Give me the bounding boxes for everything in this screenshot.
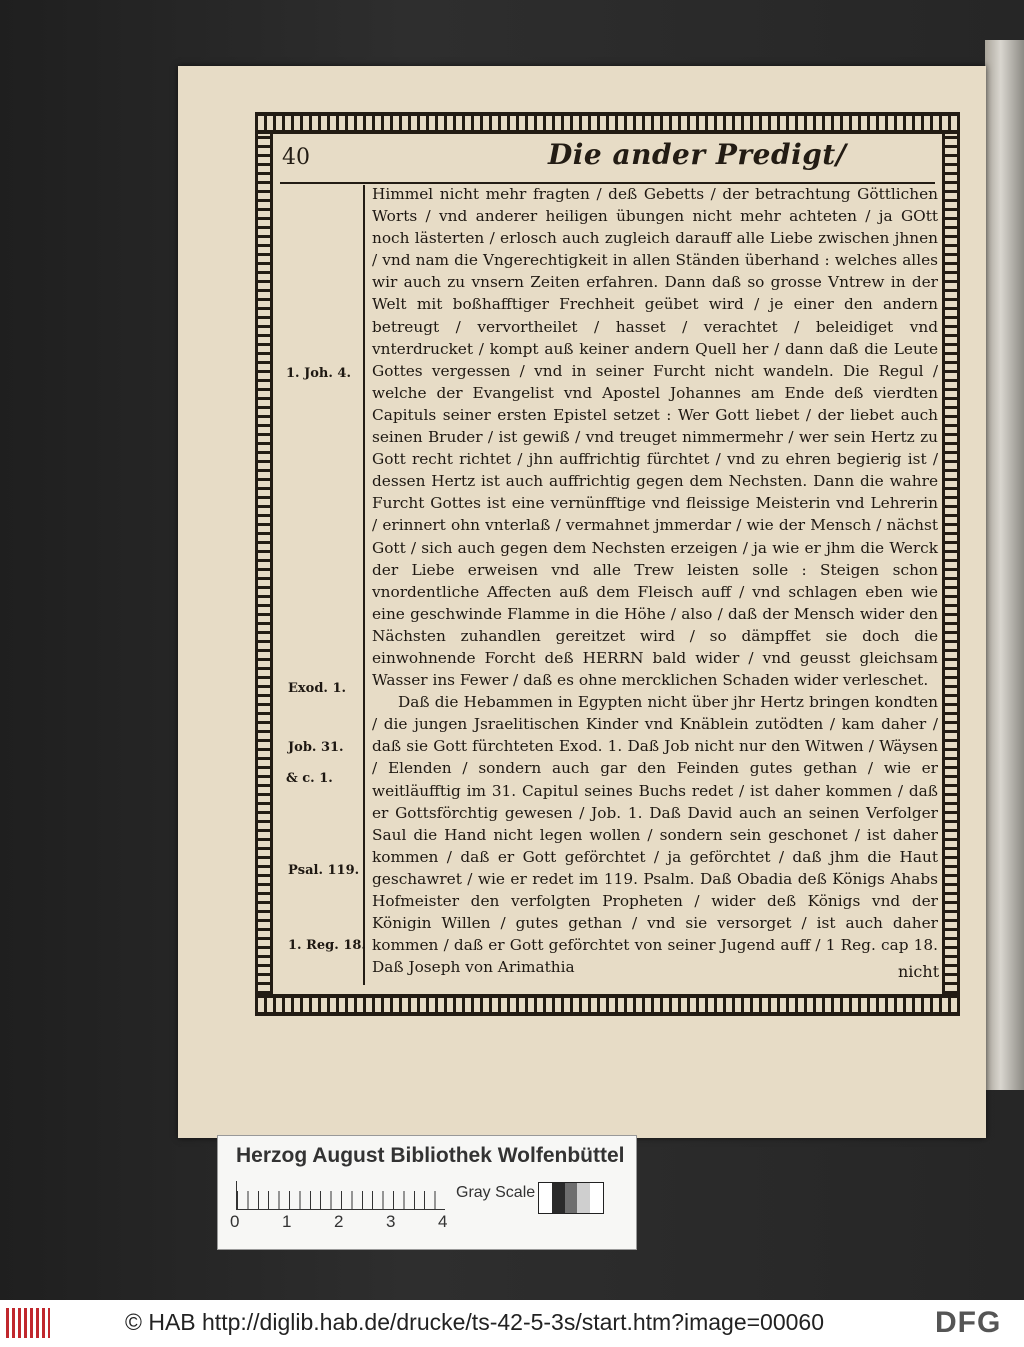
margin-note: 1. Reg. 18. xyxy=(288,938,366,953)
margin-note: 1. Joh. 4. xyxy=(286,366,351,381)
ruler-number: 4 xyxy=(438,1212,448,1231)
hab-logo-icon xyxy=(6,1308,50,1338)
ruler-number: 2 xyxy=(334,1212,344,1231)
ruler-number: 1 xyxy=(282,1212,292,1231)
body-text xyxy=(372,183,938,978)
paragraph: Himmel nicht mehr fragten / deß Gebetts / der betrachtung Göttlichen Worts / vnd anderer heiligen übungen nicht mehr achteten / ja GOtt noch lästerten / erlosch auch zugleich darauff alle Liebe zwischen jhnen / vnd nam die Vngerechtigkeit in allen Ständen überhand : welches alles wir auch zu vnsern Zeiten erfahren. Dann daß so grosse Vntrew in der Welt mit boßhafftiger Frechheit geübet wird / je einer den andern betreugt / vervortheilet / hasset / verachtet / beleidiget vnd vnterdrucket / kompt auß keiner andern Quell her / dann daß die Leute Gottes vergessen / vnd in seiner Furcht nicht wandeln. Die Regul / welche der Evangelist vnd Apostel Johannes am Ende deß vierdten Capituls seiner ersten Epistel setzet : Wer Gott liebet / der liebet auch seinen Bruder / ist gewiß / vnd treuget nimmermehr / wer sein Hertz zu Gott recht richtet / jhn auffrichtig fürchtet / vnd zu ehren begierig ist / dessen Hertz ist auch auffrichtig gegen dem Nechsten. Dann die wahre Furcht Gottes ist eine vernünfftige vnd fleissige Meisterin vnd Lehrerin / erinnert ohn vnterlaß / vermahnet jmmerdar / wie der Mensch / nächst Gott / sich auch gegen dem Nechsten erzeigen / ja wie er jhm die Werck der Liebe erweisen vnd alle Trew leisten solle : Steigen schon vnordentliche Affecten auß dem Fleisch auff / vnd schlagen eben wie eine geschwinde Flamme in die Höhe / also / daß der Mensch wider den Nächsten zuhandlen gereitzet wird / so dämpffet sie doch die einwohnende Forcht deß HERRN bald wider / vnd geusst gleichsam Wasser ins Fewer / daß es ohne mercklichen Schaden wider verleschet. xyxy=(372,185,938,690)
running-head: Die ander Predigt/ xyxy=(548,138,847,171)
gray-scale-swatches xyxy=(538,1182,604,1214)
adjacent-page-edge xyxy=(985,40,1024,1090)
source-link[interactable]: © HAB http://diglib.hab.de/drucke/ts-42-5-3s/start.htm?image=00060 xyxy=(125,1309,825,1335)
ornament-right-border xyxy=(942,134,960,994)
dfg-logo: DFG xyxy=(935,1306,1002,1339)
scale-ruler xyxy=(236,1181,445,1210)
footer-bar xyxy=(0,1300,1024,1347)
gray-swatch xyxy=(552,1183,565,1213)
page-number: 40 xyxy=(282,145,310,170)
gray-scale-label: Gray Scale xyxy=(456,1184,536,1201)
gray-swatch xyxy=(577,1183,590,1213)
gray-swatch xyxy=(539,1183,552,1213)
gray-swatch xyxy=(565,1183,578,1213)
library-label-card xyxy=(217,1135,637,1250)
paragraph: Daß die Hebammen in Egypten nicht über jhr Hertz bringen kondten / die jungen Jsraelitischen Kinder vnd Knäblein zutödten / kam daher / daß sie Gott fürchteten Exod. 1. Daß Job nicht nur den Witwen / Wäysen / Elenden / sondern auch gar den Feinden gutes gethan / wie er weitläufftig im 31. Capitul seines Buchs redet / ist daher kommen / daß er Gottsförchtig gewesen / Job. 1. Daß David auch an seinen Verfolger Saul die Hand nicht legen wollen / sondern sein geschonet / ist daher kommen / daß er Gott geförchtet / ja geförchtet / daß jhm die Haut geschawret / wie er redet im 119. Psalm. Daß Obadia deß Königs Ahabs Hofmeister den verfolgten Propheten / wider deß Königs vnd der Königin Willen / gutes gethan / vnd sie versorget / ist auch daher kommen / daß er Gott geförchtet von seiner Jugend auff / 1 Reg. cap 18. Daß Joseph von Arimathia xyxy=(372,693,938,977)
gray-swatch xyxy=(590,1183,603,1213)
margin-note: & c. 1. xyxy=(286,771,333,786)
ornament-left-border xyxy=(255,134,273,994)
margin-note: Exod. 1. xyxy=(288,681,347,696)
library-name: Herzog August Bibliothek Wolfenbüttel xyxy=(236,1144,625,1167)
margin-note: Job. 31. xyxy=(288,740,344,755)
ornament-top-border xyxy=(255,112,960,134)
margin-rule xyxy=(363,185,365,985)
ruler-number: 3 xyxy=(386,1212,396,1231)
catchword: nicht xyxy=(898,962,940,981)
ornament-bottom-border xyxy=(255,994,960,1016)
ruler-number: 0 xyxy=(230,1212,240,1231)
margin-note: Psal. 119. xyxy=(288,863,360,878)
